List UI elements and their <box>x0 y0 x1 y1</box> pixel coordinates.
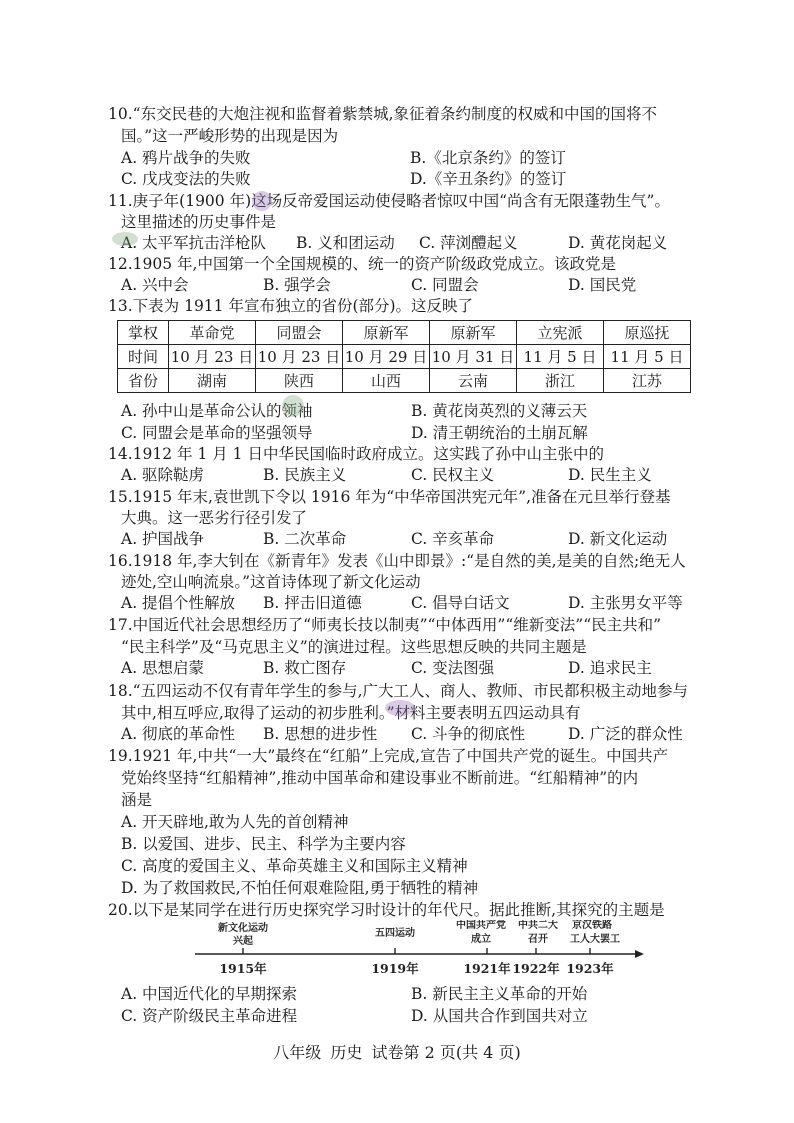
table-cell: 10 月 23 日 <box>169 345 256 369</box>
option-d: D.《辛丑条约》的签订 <box>410 170 567 188</box>
table-cell: 同盟会 <box>256 321 343 345</box>
row-header: 掌权 <box>118 321 169 345</box>
event-year: 1922年 <box>512 961 560 976</box>
question-19-line-1 <box>108 745 668 767</box>
table-row <box>118 369 691 393</box>
option-a: A. 太平军抗击洋枪队 <box>121 234 267 252</box>
question-10-line-2: 国。”这一严峻形势的出现是因为 <box>121 127 339 145</box>
option-b: B. 思想的进步性 <box>263 725 378 743</box>
table-row <box>118 321 691 345</box>
table-cell: 山西 <box>343 369 430 393</box>
scan-stamp-mark <box>282 395 304 417</box>
table-cell: 原巡抚 <box>604 321 691 345</box>
table-cell: 革命党 <box>169 321 256 345</box>
event-label: 召开 <box>528 934 548 945</box>
option-b: B. 新民主主义革命的开始 <box>411 985 588 1003</box>
event-year: 1919年 <box>371 961 419 976</box>
timeline-event-1915 <box>218 921 268 976</box>
table-cell: 湖南 <box>169 369 256 393</box>
question-text: 庚子年(1900 年)这场反帝爱国运动使侵略者惊叹中国“尚含有无限蓬勃生气”。 <box>132 192 670 210</box>
scan-stamp-mark <box>385 700 415 716</box>
question-11-line-2: 这里描述的历史事件是 <box>121 213 277 231</box>
table-cell: 立宪派 <box>517 321 604 345</box>
question-14-line-1 <box>108 443 604 465</box>
question-number: 17. <box>108 616 133 634</box>
footer-page: 试卷第 2 页(共 4 页) <box>371 1043 521 1062</box>
event-label: 五四运动 <box>375 928 415 939</box>
event-label: 中共二大 <box>518 920 558 931</box>
timeline-event-1922 <box>512 920 560 976</box>
table-cell: 10 月 29 日 <box>343 345 430 369</box>
option-c: C. 高度的爱国主义、革命英雄主义和国际主义精神 <box>121 857 468 875</box>
question-17-line-1 <box>108 614 661 636</box>
option-a: A. 鸦片战争的失败 <box>121 149 251 167</box>
option-c: C. 同盟会是革命的坚强领导 <box>121 424 313 442</box>
question-11-line-1 <box>108 190 670 212</box>
option-c: C. 萍浏醴起义 <box>419 234 518 252</box>
question-17-line-2: “民主科学”及“马克思主义”的演进过程。这些思想反映的共同主题是 <box>121 638 587 656</box>
question-number: 19. <box>108 747 133 765</box>
question-text: 1918 年,李大钊在《新青年》发表《山中即景》:“是自然的美,是美的自然;绝无人 <box>132 552 686 570</box>
option-a: A. 思想启蒙 <box>121 659 205 677</box>
option-d: D. 从国共合作到国共对立 <box>411 1007 588 1025</box>
question-text: 1912 年 1 月 1 日中华民国临时政府成立。这实践了孙中山主张中的 <box>132 445 604 463</box>
question-number: 20. <box>108 901 133 919</box>
question-text: 1915 年末,袁世凯下令以 1916 年为“中华帝国洪宪元年”,准备在元旦举行登基 <box>132 488 671 506</box>
table-cell: 浙江 <box>517 369 604 393</box>
timeline-event-1921 <box>456 920 511 976</box>
table-cell: 云南 <box>430 369 517 393</box>
question-18-line-1 <box>108 680 688 702</box>
option-c: C. 斗争的彻底性 <box>411 725 526 743</box>
event-label: 京汉铁路 <box>572 920 612 931</box>
province-independence-table <box>117 320 691 393</box>
option-a: A. 中国近代化的早期探索 <box>121 985 298 1003</box>
question-text: 下表为 1911 年宣布独立的省份(部分)。这反映了 <box>132 297 474 315</box>
page-footer <box>0 1040 794 1063</box>
question-text: “五四运动不仅有青年学生的参与,广大工人、商人、教师、市民都积极主动地参与 <box>132 682 689 700</box>
question-10-line-1 <box>108 103 657 125</box>
option-b: B.《北京条约》的签订 <box>410 149 566 167</box>
footer-grade: 八年级 <box>273 1043 322 1062</box>
option-d: D. 追求民主 <box>568 659 652 677</box>
timeline-event-1923 <box>566 920 620 976</box>
scan-stamp-mark <box>112 232 138 246</box>
question-number: 15. <box>108 488 133 506</box>
option-d: D. 广泛的群众性 <box>568 725 683 743</box>
question-16-line-2: 迹处,空山响流泉。”这首诗体现了新文化运动 <box>121 573 421 591</box>
question-15-line-2: 大典。这一恶劣行径引发了 <box>121 509 308 527</box>
option-b: B. 二次革命 <box>263 530 347 548</box>
scan-stamp-mark <box>252 191 272 211</box>
table-row <box>118 345 691 369</box>
option-d: D. 民生主义 <box>568 466 652 484</box>
question-15-line-1 <box>108 486 671 508</box>
row-header: 时间 <box>118 345 169 369</box>
question-number: 14. <box>108 445 133 463</box>
option-a: A. 孙中山是革命公认的领袖 <box>121 402 313 420</box>
question-number: 18. <box>108 682 133 700</box>
option-b: B. 救亡图存 <box>263 659 347 677</box>
question-19-line-3: 涵是 <box>121 791 153 809</box>
question-text: 1921 年,中共“一大”最终在“红船”上完成,宣告了中国共产党的诞生。中国共产 <box>132 747 669 765</box>
event-label: 兴起 <box>233 936 253 947</box>
timeline-arrow-icon <box>635 950 644 958</box>
timeline-event-1919 <box>371 926 419 976</box>
table-cell: 11 月 5 日 <box>517 345 604 369</box>
table-cell: 原新军 <box>343 321 430 345</box>
table-cell: 10 月 31 日 <box>430 345 517 369</box>
option-a: A. 彻底的革命性 <box>121 725 236 743</box>
footer-subject: 历史 <box>330 1043 363 1062</box>
question-number: 11. <box>108 192 133 210</box>
option-d: D. 为了救国救民,不怕任何艰难险阻,勇于牺牲的精神 <box>121 879 479 897</box>
option-b: B. 民族主义 <box>263 466 347 484</box>
question-text: “东交民巷的大炮注视和监督着紫禁城,象征着条约制度的权威和中国的国将不 <box>132 105 658 123</box>
history-timeline <box>195 920 645 978</box>
option-d: D. 清王朝统治的土崩瓦解 <box>411 424 588 442</box>
question-text: 1905 年,中国第一个全国规模的、统一的资产阶级政党成立。该政党是 <box>132 255 616 273</box>
event-year: 1923年 <box>566 961 614 976</box>
question-13-line-1 <box>108 295 473 317</box>
option-c: C. 资产阶级民主革命进程 <box>121 1007 298 1025</box>
option-b: B. 以爱国、进步、民主、科学为主要内容 <box>121 835 406 853</box>
table-cell: 江苏 <box>604 369 691 393</box>
option-c: C. 变法图强 <box>411 659 495 677</box>
table-cell: 原新军 <box>430 321 517 345</box>
question-number: 16. <box>108 552 133 570</box>
option-c: C. 辛亥革命 <box>411 530 495 548</box>
question-number: 12. <box>108 255 133 273</box>
question-number: 10. <box>108 105 133 123</box>
question-text: 以下是某同学在进行历史探究学习时设计的年代尺。据此推断,其探究的主题是 <box>132 901 665 919</box>
option-b: B. 义和团运动 <box>296 234 395 252</box>
option-d: D. 黄花岗起义 <box>568 234 668 252</box>
option-d: D. 新文化运动 <box>568 530 668 548</box>
option-a: A. 提倡个性解放 <box>121 594 236 612</box>
question-12-line-1 <box>108 253 616 275</box>
option-a: A. 护国战争 <box>121 530 205 548</box>
option-d: D. 国民党 <box>568 276 637 294</box>
option-d: D. 主张男女平等 <box>568 594 683 612</box>
table-cell: 11 月 5 日 <box>604 345 691 369</box>
question-16-line-1 <box>108 550 686 572</box>
event-year: 1921年 <box>463 961 511 976</box>
option-a: A. 开天辟地,敢为人先的首创精神 <box>121 813 349 831</box>
option-c: C. 戊戌变法的失败 <box>121 170 251 188</box>
option-c: C. 民权主义 <box>411 466 495 484</box>
table-cell: 10 月 23 日 <box>256 345 343 369</box>
row-header: 省份 <box>118 369 169 393</box>
option-c: C. 同盟会 <box>411 276 479 294</box>
question-19-line-2: 党始终坚持“红船精神”,推动中国革命和建设事业不断前进。“红船精神”的内 <box>121 769 639 787</box>
option-a: A. 兴中会 <box>121 276 189 294</box>
question-20-line-1 <box>108 899 665 921</box>
event-label: 中国共产党 <box>456 920 506 931</box>
option-c: C. 倡导白话文 <box>411 594 510 612</box>
option-b: B. 抨击旧道德 <box>263 594 362 612</box>
event-label: 新文化运动 <box>218 923 268 934</box>
option-a: A. 驱除鞑虏 <box>121 466 205 484</box>
option-b: B. 黄花岗英烈的义薄云天 <box>411 402 588 420</box>
question-18-line-2: 其中,相互呼应,取得了运动的初步胜利。”材料主要表明五四运动具有 <box>121 704 581 722</box>
event-year: 1915年 <box>219 961 267 976</box>
event-label: 成立 <box>471 934 491 945</box>
question-number: 13. <box>108 297 133 315</box>
option-b: B. 强学会 <box>263 276 331 294</box>
table-cell: 陕西 <box>256 369 343 393</box>
question-text: 中国近代社会思想经历了“师夷长技以制夷”“中体西用”“维新变法”“民主共和” <box>132 616 662 634</box>
event-label: 工人大罢工 <box>570 934 620 945</box>
